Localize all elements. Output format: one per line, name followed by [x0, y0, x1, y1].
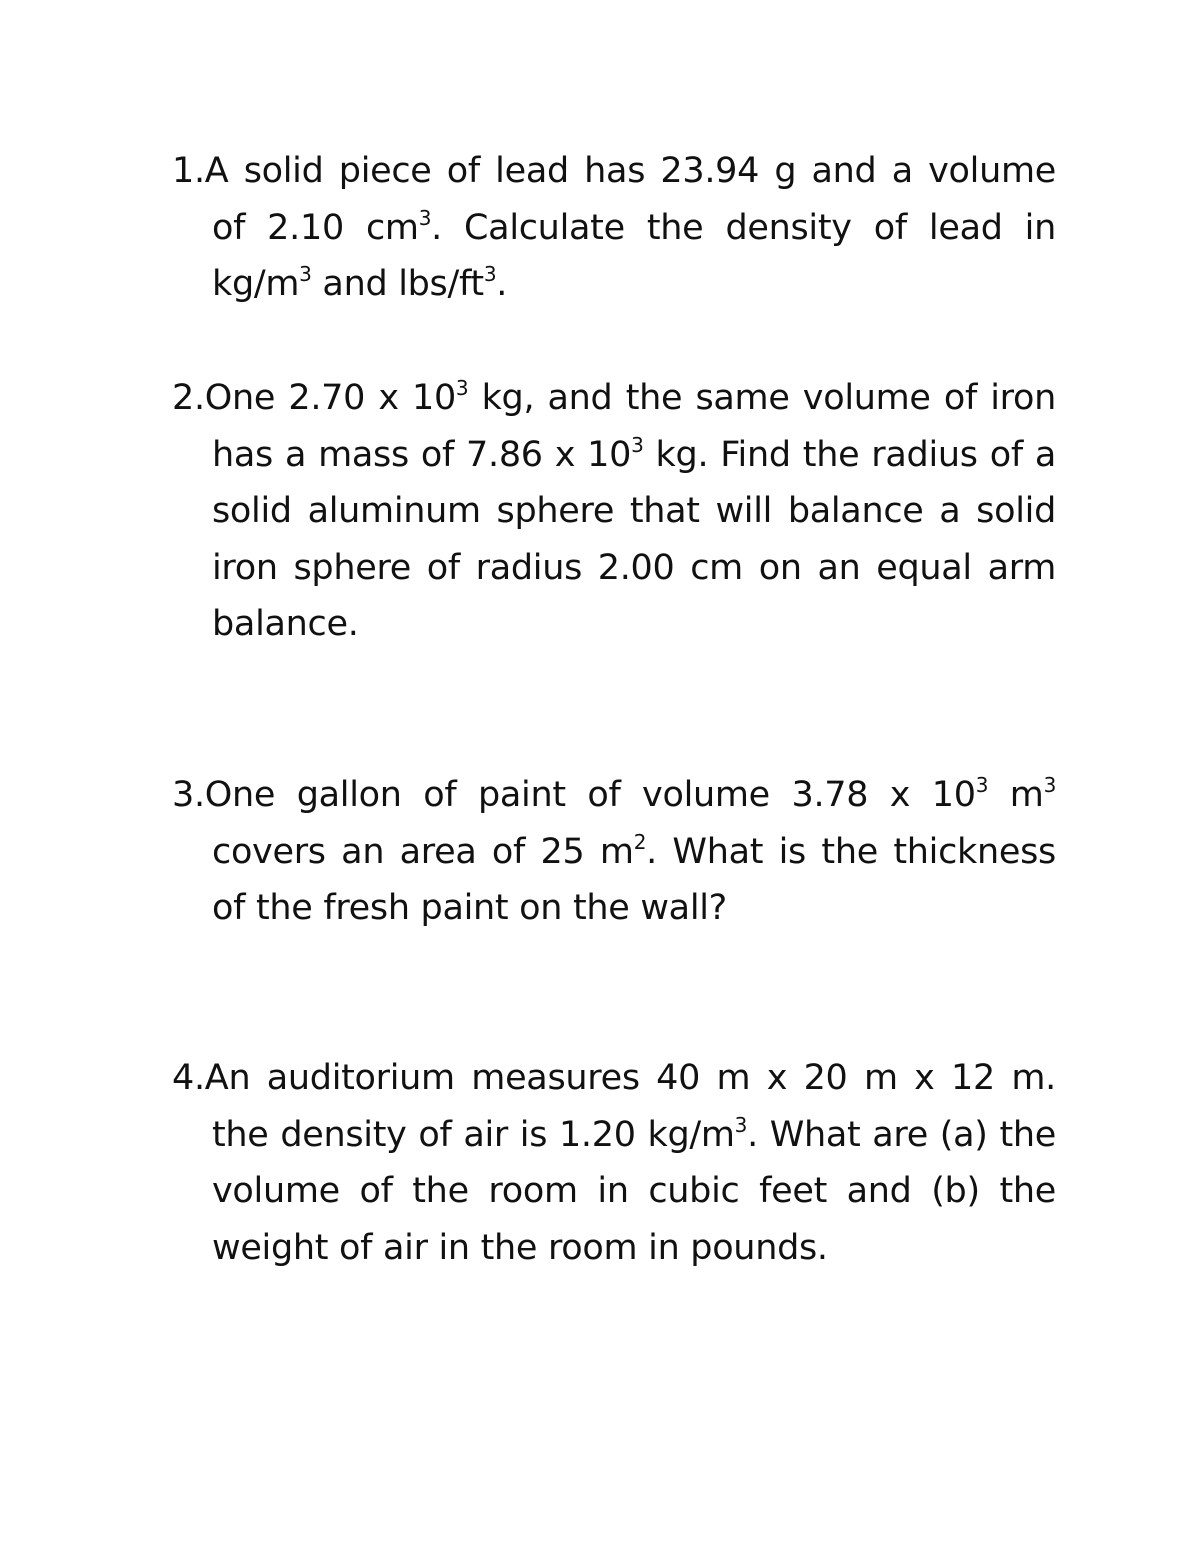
problem-line — [172, 596, 1056, 653]
text-run: . — [496, 264, 508, 304]
text-run: the density of air is 1.20 kg/m — [212, 1114, 735, 1155]
text-run: kg/m — [212, 264, 300, 304]
problem-line — [172, 200, 1056, 257]
problem-line — [172, 370, 1056, 427]
problem-line — [172, 540, 1056, 597]
problem-3 — [172, 767, 1056, 937]
text-run: A solid piece of lead has 23.94 g and a volume — [204, 151, 1056, 191]
problem-number: 2. — [172, 378, 205, 418]
text-run: solid aluminum sphere that will balance a solid — [212, 491, 1056, 531]
superscript: 3 — [418, 205, 432, 230]
superscript: 3 — [483, 262, 497, 286]
superscript: 2 — [633, 829, 647, 854]
text-run: kg. Find the radius of a — [643, 434, 1056, 475]
text-run: . Calculate the density of lead in — [431, 207, 1056, 248]
problem-line — [172, 143, 1056, 200]
text-run: covers an area of 25 m — [212, 831, 634, 872]
text-run: balance. — [212, 604, 359, 644]
problem-number: 1. — [172, 151, 205, 191]
text-run: iron sphere of radius 2.00 cm on an equal arm — [212, 547, 1056, 588]
text-run: One gallon of paint of volume 3.78 x 10 — [204, 775, 976, 815]
problem-line — [172, 824, 1056, 881]
text-run: volume of the room in cubic feet and (b) the — [212, 1171, 1056, 1211]
problem-line — [172, 767, 1056, 824]
problem-line — [172, 427, 1056, 484]
text-run: An auditorium measures 40 m x 20 m x 12 m. — [204, 1058, 1056, 1098]
superscript: 3 — [1043, 773, 1057, 797]
superscript: 3 — [734, 1112, 748, 1137]
text-run: of 2.10 cm — [212, 207, 419, 248]
text-run: of the fresh paint on the wall? — [212, 888, 727, 928]
superscript: 3 — [975, 773, 989, 797]
problem-number: 4. — [172, 1058, 205, 1098]
problem-2 — [172, 370, 1056, 653]
text-run: . What are (a) the — [747, 1114, 1056, 1155]
text-run: One 2.70 x 10 — [204, 378, 456, 418]
problem-line — [172, 1220, 1056, 1277]
problem-number: 3. — [172, 775, 205, 815]
problem-4 — [172, 1050, 1056, 1276]
text-run: . What is the thickness — [646, 831, 1056, 872]
text-run: has a mass of 7.86 x 10 — [212, 434, 632, 475]
superscript: 3 — [299, 262, 312, 286]
text-run: m — [988, 775, 1044, 815]
problem-line — [172, 1163, 1056, 1220]
text-run: and lbs/ft — [311, 264, 484, 304]
problem-line — [172, 880, 1056, 937]
text-run: weight of air in the room in pounds. — [212, 1227, 828, 1268]
superscript: 3 — [631, 432, 644, 457]
problem-line — [172, 1050, 1056, 1107]
superscript: 3 — [455, 376, 469, 400]
problem-line — [172, 483, 1056, 540]
problem-line — [172, 256, 1056, 313]
problem-line — [172, 1107, 1056, 1164]
problem-1 — [172, 143, 1056, 313]
text-run: kg, and the same volume of iron — [468, 378, 1056, 418]
